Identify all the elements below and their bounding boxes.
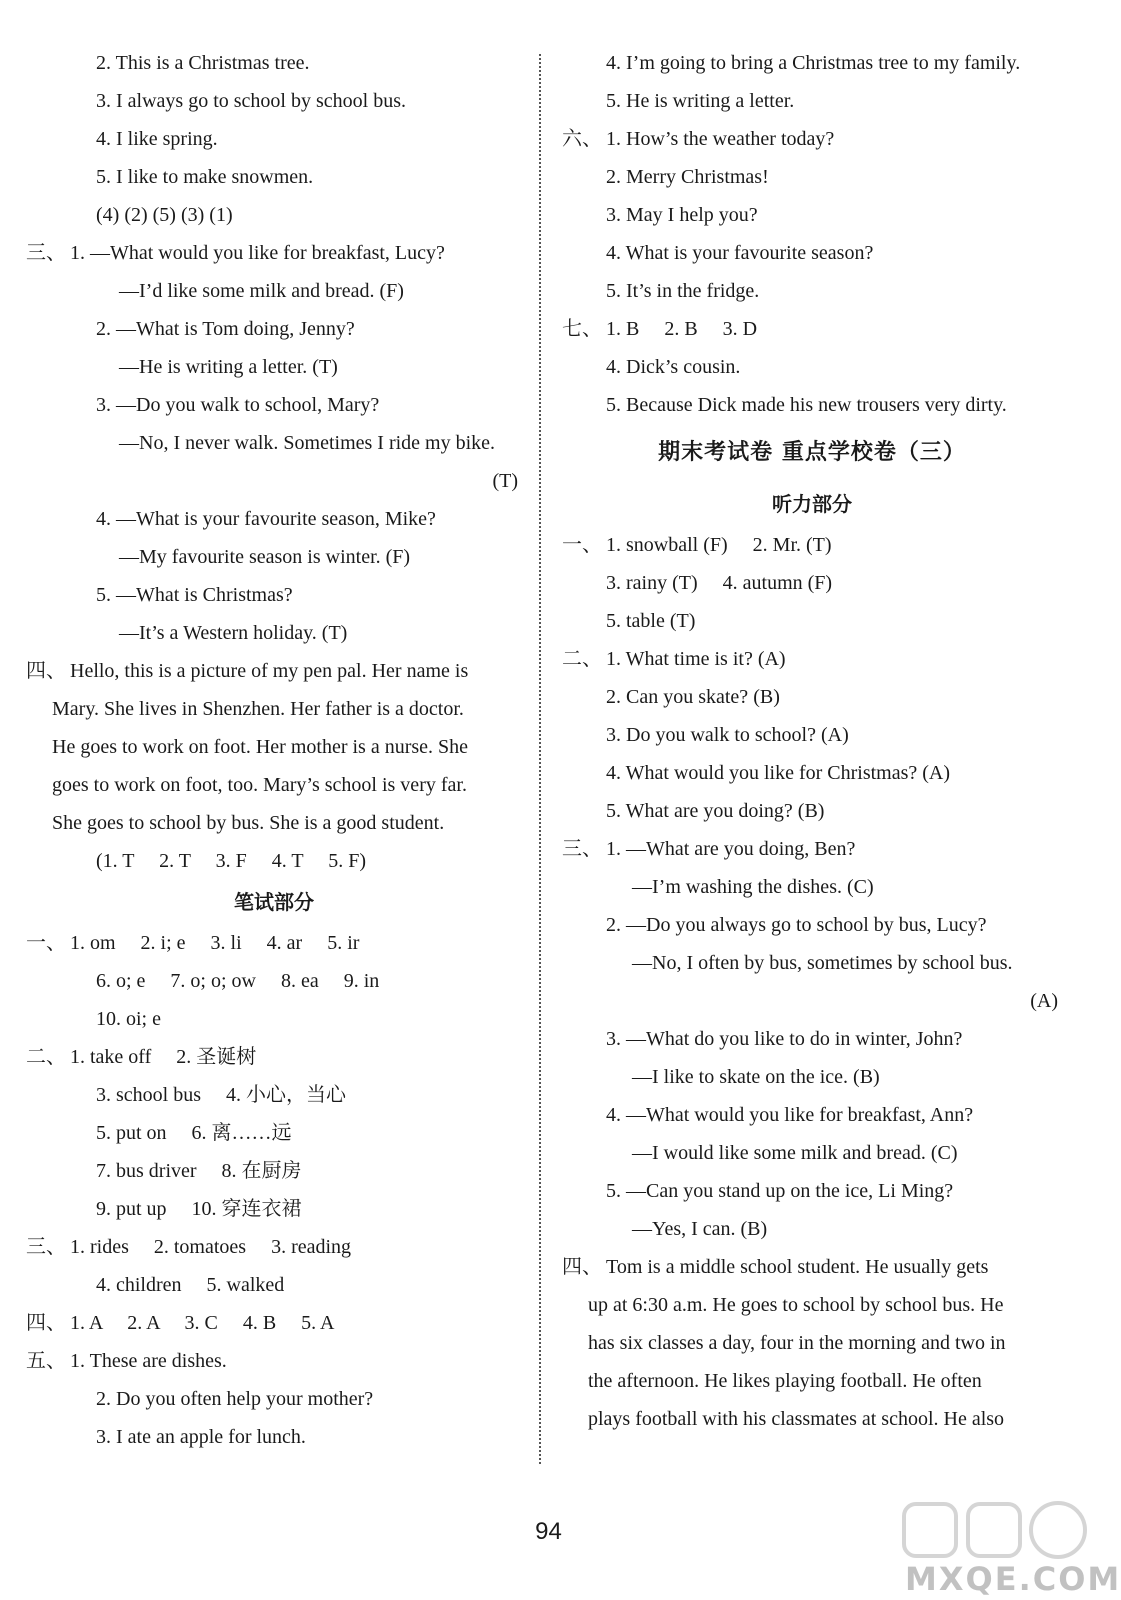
answer-line	[562, 716, 1062, 754]
answer-text: 1. B 2. B 3. D	[606, 318, 758, 340]
answer-line	[562, 1172, 1062, 1210]
answer-line	[562, 1134, 1062, 1172]
answer-line	[562, 678, 1062, 716]
answer-line	[562, 944, 1062, 982]
answer-line	[562, 120, 1062, 158]
answer-line	[562, 526, 1062, 564]
answer-text: 3. Do you walk to school? (A)	[606, 724, 849, 746]
section-title: 期末考试卷 重点学校卷（三）	[658, 440, 966, 465]
answer-line	[26, 120, 522, 158]
answer-text: 1. om 2. i; e 3. li 4. ar 5. ir	[70, 932, 360, 954]
answer-line	[562, 348, 1062, 386]
answer-text: 1. rides 2. tomatoes 3. reading	[70, 1236, 352, 1258]
answer-text: —I would like some milk and bread. (C)	[632, 1142, 958, 1164]
answer-text: 2. Do you often help your mother?	[96, 1388, 374, 1410]
answer-text: 5. Because Dick made his new trousers very dirty.	[606, 394, 1007, 416]
answer-line	[26, 842, 522, 880]
answer-text: 1. These are dishes.	[70, 1350, 227, 1372]
answer-line	[26, 538, 522, 576]
answer-text: 4. I’m going to bring a Christmas tree to my family.	[606, 52, 1021, 74]
answer-line	[562, 386, 1062, 424]
answer-text: 1. A 2. A 3. C 4. B 5. A	[70, 1312, 335, 1334]
answer-line	[562, 310, 1062, 348]
answer-line	[562, 196, 1062, 234]
answer-text: —I’m washing the dishes. (C)	[632, 876, 874, 898]
answer-text: Mary. She lives in Shenzhen. Her father is a doctor.	[52, 698, 464, 720]
answer-text: —I like to skate on the ice. (B)	[632, 1066, 880, 1088]
answer-line	[26, 1418, 522, 1456]
answer-text: goes to work on foot, too. Mary’s school is very far.	[52, 774, 467, 796]
section-label: 二、	[562, 648, 602, 670]
answer-text: plays football with his classmates at school. He also	[588, 1408, 1005, 1430]
answer-line	[26, 1380, 522, 1418]
answer-text: —Yes, I can. (B)	[632, 1218, 768, 1240]
answer-line	[26, 1114, 522, 1152]
section-label: 三、	[26, 242, 66, 264]
section-label: 五、	[26, 1350, 66, 1372]
answer-line	[26, 576, 522, 614]
answer-text: —No, I often by bus, sometimes by school bus.	[632, 952, 1013, 974]
answer-line	[562, 44, 1062, 82]
answer-text: He goes to work on foot. Her mother is a nurse. She	[52, 736, 469, 758]
answer-text: 3. I always go to school by school bus.	[96, 90, 406, 112]
answer-text: 3. I ate an apple for lunch.	[96, 1426, 306, 1448]
answer-text: —No, I never walk. Sometimes I ride my bike.	[119, 432, 496, 454]
answer-text: She goes to school by bus. She is a good student.	[52, 812, 445, 834]
answer-text: Hello, this is a picture of my pen pal. Her name is	[70, 660, 469, 682]
answer-text: —It’s a Western holiday. (T)	[119, 622, 348, 644]
answer-text: 1. How’s the weather today?	[606, 128, 835, 150]
answer-line	[26, 1152, 522, 1190]
answer-text: 5. put on 6. 离……远	[96, 1122, 292, 1144]
answer-line	[562, 830, 1062, 868]
answer-line	[26, 1038, 522, 1076]
answer-line	[26, 1190, 522, 1228]
answer-line	[562, 602, 1062, 640]
answer-text: 5. What are you doing? (B)	[606, 800, 825, 822]
answer-line	[562, 158, 1062, 196]
answer-text: 1. take off 2. 圣诞树	[70, 1046, 257, 1068]
answer-text: 5. —Can you stand up on the ice, Li Ming?	[606, 1180, 954, 1202]
answer-text: 2. This is a Christmas tree.	[96, 52, 310, 74]
answer-line	[562, 234, 1062, 272]
answer-text: 6. o; e 7. o; o; ow 8. ea 9. in	[96, 970, 380, 992]
answer-line	[26, 614, 522, 652]
section-label: 七、	[562, 318, 602, 340]
answer-line	[562, 1248, 1062, 1286]
answer-text: 1. What time is it? (A)	[606, 648, 786, 670]
answer-text: 3. May I help you?	[606, 204, 758, 226]
answer-line	[562, 868, 1062, 906]
section-label: 四、	[26, 660, 66, 682]
answer-line	[26, 962, 522, 1000]
answer-text: 4. What is your favourite season?	[606, 242, 874, 264]
left-column	[26, 44, 522, 1456]
answer-mark: (T)	[492, 470, 518, 492]
answer-line	[26, 196, 522, 234]
answer-text: 4. —What would you like for breakfast, Ann?	[606, 1104, 974, 1126]
section-label: 二、	[26, 1046, 66, 1068]
answer-text: 4. Dick’s cousin.	[606, 356, 741, 378]
answer-text: 4. I like spring.	[96, 128, 218, 150]
answer-line	[26, 386, 522, 424]
answer-line	[26, 82, 522, 120]
answer-text: 5. I like to make snowmen.	[96, 166, 314, 188]
answer-line	[26, 272, 522, 310]
answer-text: 5. table (T)	[606, 610, 696, 632]
answer-line	[26, 1342, 522, 1380]
answer-text: 2. —Do you always go to school by bus, Lucy?	[606, 914, 987, 936]
answer-line	[26, 728, 522, 766]
answer-line	[26, 1076, 522, 1114]
answer-line	[26, 690, 522, 728]
answer-text: 2. Merry Christmas!	[606, 166, 769, 188]
answer-line	[562, 1324, 1062, 1362]
answer-line	[562, 982, 1062, 1020]
watermark-text: MXQE.COM	[905, 1560, 1121, 1598]
answer-text: 5. It’s in the fridge.	[606, 280, 760, 302]
answer-line	[562, 792, 1062, 830]
answer-line	[26, 1228, 522, 1266]
answer-line	[26, 804, 522, 842]
answer-text: 3. —What do you like to do in winter, John?	[606, 1028, 963, 1050]
answer-text: 3. school bus 4. 小心，当心	[96, 1084, 346, 1106]
section-label: 一、	[562, 534, 602, 556]
answer-line	[562, 906, 1062, 944]
answer-text: 2. —What is Tom doing, Jenny?	[96, 318, 355, 340]
answer-text: 3. rainy (T) 4. autumn (F)	[606, 572, 833, 594]
section-heading: 听力部分	[772, 492, 852, 516]
answer-line	[26, 652, 522, 690]
answer-line	[26, 234, 522, 272]
right-column	[562, 44, 1062, 1438]
answer-line	[562, 1210, 1062, 1248]
section-label: 一、	[26, 932, 66, 954]
answer-line	[562, 1400, 1062, 1438]
answer-line	[26, 1266, 522, 1304]
answer-text: has six classes a day, four in the morning and two in	[588, 1332, 1006, 1354]
answer-text: 4. —What is your favourite season, Mike?	[96, 508, 436, 530]
answer-text: 2. Can you skate? (B)	[606, 686, 780, 708]
answer-line	[562, 640, 1062, 678]
section-label: 六、	[562, 128, 602, 150]
page-number: 94	[535, 1518, 562, 1545]
answer-text: 4. children 5. walked	[96, 1274, 285, 1296]
answer-line	[562, 272, 1062, 310]
answer-text: up at 6:30 a.m. He goes to school by school bus. He	[588, 1294, 1004, 1316]
answer-line	[26, 424, 522, 462]
answer-text: 1. snowball (F) 2. Mr. (T)	[606, 534, 832, 556]
section-label: 四、	[26, 1312, 66, 1334]
answer-line	[26, 158, 522, 196]
answer-text: Tom is a middle school student. He usually gets	[606, 1256, 989, 1278]
answer-line	[26, 348, 522, 386]
answer-line	[562, 564, 1062, 602]
answer-line	[26, 1000, 522, 1038]
answer-line	[26, 924, 522, 962]
answer-text: 7. bus driver 8. 在厨房	[96, 1160, 302, 1182]
answer-text: 5. He is writing a letter.	[606, 90, 795, 112]
answer-mark: (A)	[1030, 990, 1058, 1012]
answer-text: 10. oi; e	[96, 1008, 161, 1030]
answer-text: —He is writing a letter. (T)	[119, 356, 338, 378]
answer-line	[562, 1096, 1062, 1134]
answer-text: 5. —What is Christmas?	[96, 584, 293, 606]
answer-line	[26, 310, 522, 348]
answer-line	[26, 766, 522, 804]
answer-line	[26, 462, 522, 500]
answer-line	[562, 1058, 1062, 1096]
answer-text: 1. —What would you like for breakfast, Lucy?	[70, 242, 445, 264]
section-label: 三、	[26, 1236, 66, 1258]
answer-line	[26, 44, 522, 82]
answer-text: —My favourite season is winter. (F)	[119, 546, 411, 568]
answer-line	[562, 754, 1062, 792]
answer-line	[562, 1286, 1062, 1324]
section-heading: 笔试部分	[234, 890, 314, 914]
section-label: 三、	[562, 838, 602, 860]
answer-line	[26, 500, 522, 538]
column-divider	[539, 54, 541, 1464]
answer-text: the afternoon. He likes playing football. He often	[588, 1370, 982, 1392]
answer-text: 9. put up 10. 穿连衣裙	[96, 1198, 302, 1220]
section-label: 四、	[562, 1256, 602, 1278]
answer-text: (4) (2) (5) (3) (1)	[96, 204, 233, 226]
answer-line	[562, 1362, 1062, 1400]
answer-text: (1. T 2. T 3. F 4. T 5. F)	[96, 850, 367, 872]
answer-text: 4. What would you like for Christmas? (A)	[606, 762, 951, 784]
answer-line	[562, 82, 1062, 120]
answer-text: 3. —Do you walk to school, Mary?	[96, 394, 380, 416]
answer-text: 1. —What are you doing, Ben?	[606, 838, 856, 860]
answer-line	[562, 1020, 1062, 1058]
answer-line	[26, 1304, 522, 1342]
answer-text: —I’d like some milk and bread. (F)	[119, 280, 404, 302]
